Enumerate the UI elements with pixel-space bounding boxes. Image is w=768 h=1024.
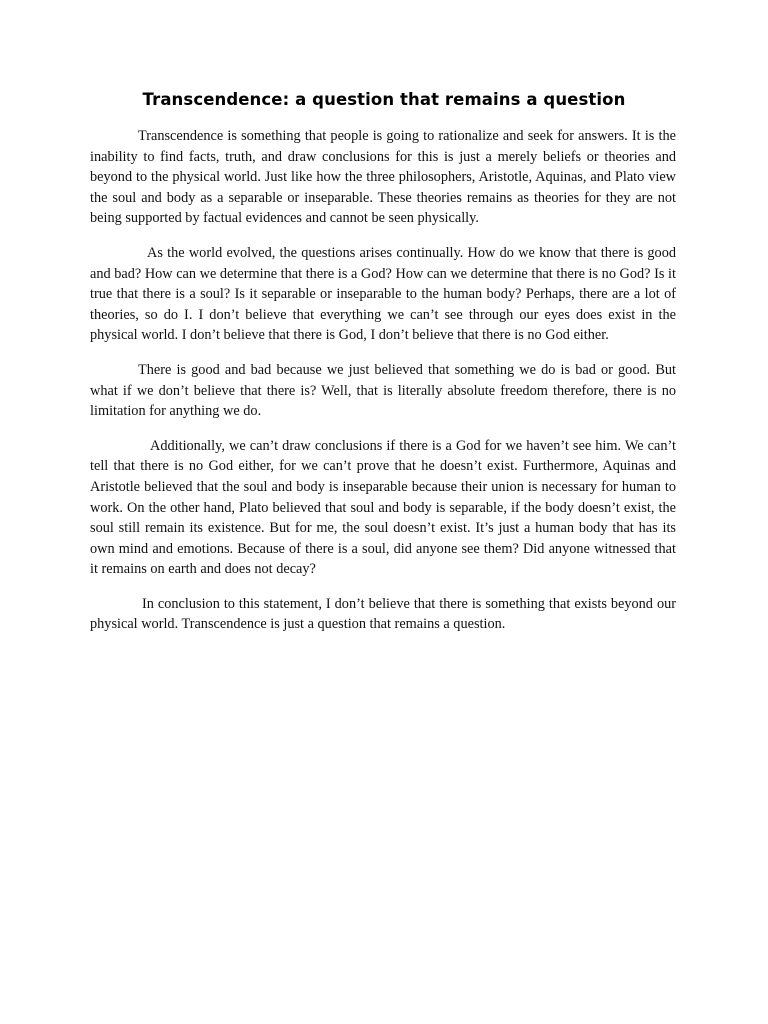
document-body	[90, 126, 676, 635]
paragraph-4: Additionally, we can’t draw conclusions if there is a God for we haven’t see him. We can’t tell that there is no God either, for we can’t prove that he doesn’t exist. Furthermore, Aquinas and Aristotle believed that the soul and body is inseparable because their union is necessary for human to work. On the other hand, Plato believed that soul and body is separable, if the body doesn’t exist, the soul still remain its existence. But for me, the soul doesn’t exist. It’s just a human body that has its own mind and emotions. Because of there is a soul, did anyone see them? Did anyone witnessed that it remains on earth and does not decay?	[90, 437, 676, 578]
paragraph-2: As the world evolved, the questions arises continually. How do we know that there is good and bad? How can we determine that there is a God? How can we determine that there is no God? Is it true that there is a soul? Is it separable or inseparable to the human body? Perhaps, there are a lot of theories, so do I. I don’t believe that everything we can’t see through our eyes does exist in the physical world. I don’t believe that there is God, I don’t believe that there is no God either.	[90, 244, 676, 344]
paragraph-1: Transcendence is something that people is going to rationalize and seek for answers. It is the inability to find facts, truth, and draw conclusions for this is just a merely beliefs or theories and beyond to the physical world. Just like how the three philosophers, Aristotle, Aquinas, and Plato view the soul and body as a separable or inseparable. These theories remains as theories for they are not being supported by factual evidences and cannot be seen physically.	[90, 128, 676, 227]
paragraph-3: There is good and bad because we just believed that something we do is bad or good. But what if we don’t believe that there is? Well, that is literally absolute freedom therefore, there is no limitation for anything we do.	[90, 361, 676, 420]
document-title: Transcendence: a question that remains a question	[142, 90, 626, 109]
paragraph-5: In conclusion to this statement, I don’t believe that there is something that exists beyond our physical world. Transcendence is just a question that remains a question.	[90, 595, 676, 633]
